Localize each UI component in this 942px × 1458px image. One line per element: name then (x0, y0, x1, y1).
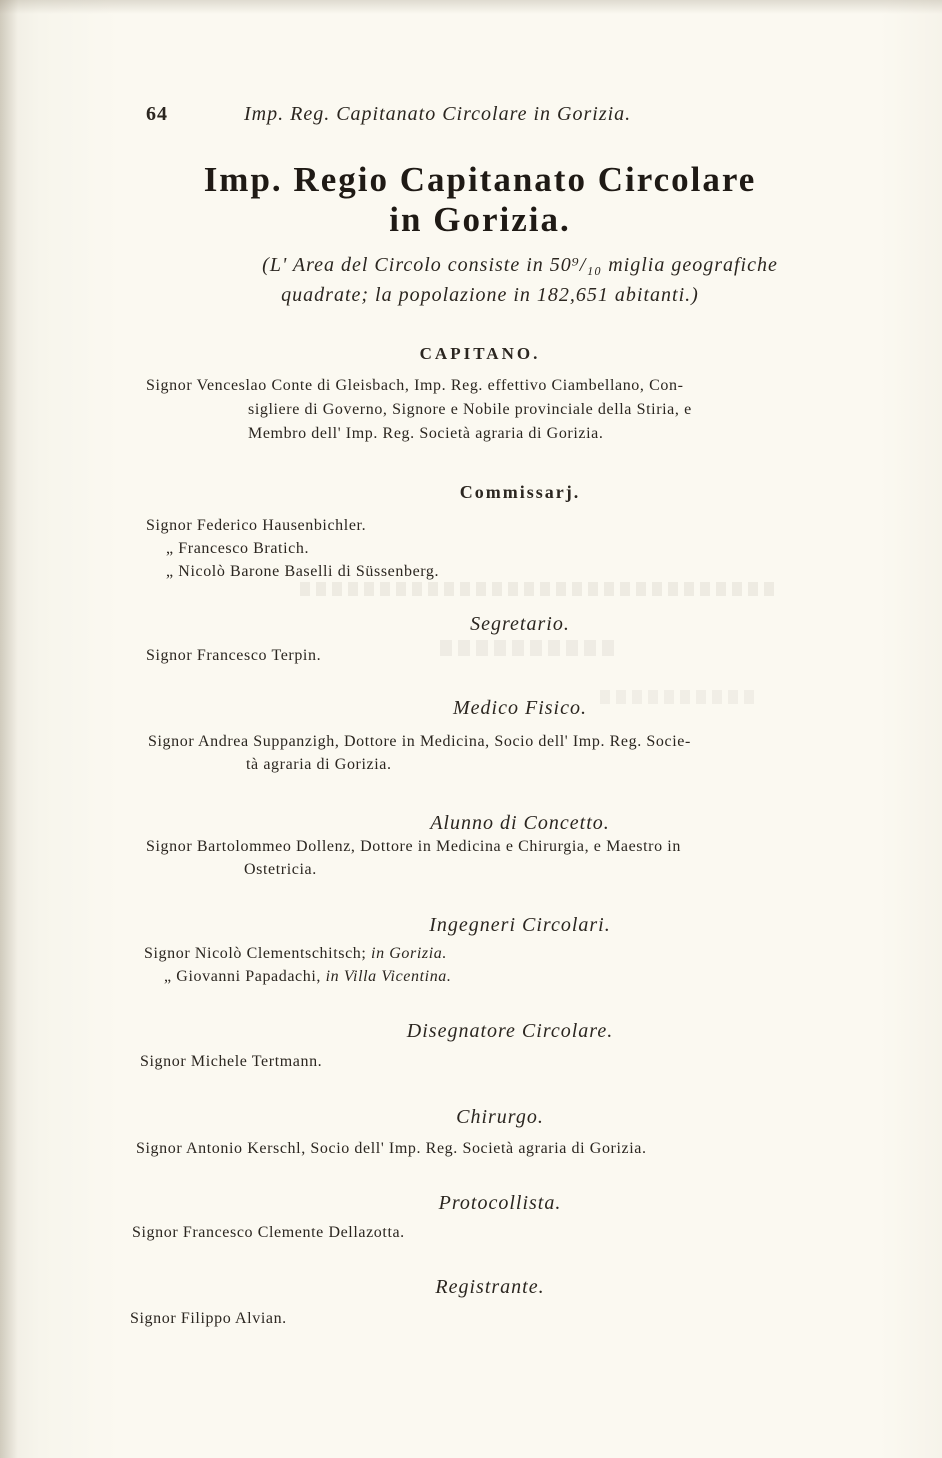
page-title-line2: in Gorizia. (389, 200, 571, 239)
page-number: 64 (146, 103, 168, 125)
capitano-line2: sigliere di Governo, Signore e Nobile provinciale della Stiria, e (248, 401, 692, 418)
chirurgo-line1: Signor Antonio Kerschl, Socio dell' Imp. Reg. Società agraria di Gorizia. (136, 1140, 647, 1157)
bleed-through (440, 640, 620, 656)
section-heading-ingegneri: Ingegneri Circolari. (429, 914, 611, 936)
area-note-line2: quadrate; la popolazione in 182,651 abitanti.) (281, 284, 699, 306)
ingegneri-name2: „ Giovanni Papadachi, (164, 968, 321, 985)
running-header (146, 103, 631, 126)
section-heading-medico: Medico Fisico. (453, 697, 587, 719)
ingegneri-place2: in Villa Vicentina. (325, 968, 452, 985)
section-heading-alunno: Alunno di Concetto. (430, 812, 610, 834)
ingegneri-line2 (164, 968, 452, 986)
running-title: Imp. Reg. Capitanato Circolare in Gorizia. (244, 103, 632, 125)
area-note-line1: (L' Area del Circolo consiste in 50⁹/₁₀ miglia geografiche (262, 254, 778, 276)
alunno-line2: Ostetricia. (244, 861, 317, 878)
capitano-line1: Signor Venceslao Conte di Gleisbach, Imp. Reg. effettivo Ciambellano, Con- (146, 377, 684, 394)
page-title-line1: Imp. Regio Capitanato Circolare (203, 160, 757, 199)
commissarj-line1: Signor Federico Hausenbichler. (146, 517, 367, 534)
section-heading-capitano: CAPITANO. (419, 344, 541, 363)
commissarj-line2: „ Francesco Bratich. (166, 540, 310, 557)
section-heading-commissarj: Commissarj. (459, 482, 581, 502)
medico-line1: Signor Andrea Suppanzigh, Dottore in Medicina, Socio dell' Imp. Reg. Socie- (148, 733, 691, 750)
registrante-line1: Signor Filippo Alvian. (130, 1310, 287, 1327)
section-heading-segretario: Segretario. (470, 613, 570, 635)
section-heading-registrante: Registrante. (435, 1276, 545, 1298)
capitano-line3: Membro dell' Imp. Reg. Società agraria di Gorizia. (248, 425, 604, 442)
ingegneri-line1 (144, 945, 447, 963)
section-heading-disegnatore: Disegnatore Circolare. (406, 1020, 614, 1042)
disegnatore-line1: Signor Michele Tertmann. (140, 1053, 323, 1070)
top-edge (0, 0, 942, 14)
binding-shadow (0, 0, 18, 1458)
commissarj-line3: „ Nicolò Barone Baselli di Süssenberg. (166, 563, 440, 580)
section-heading-protocollista: Protocollista. (438, 1192, 562, 1214)
alunno-line1: Signor Bartolommeo Dollenz, Dottore in Medicina e Chirurgia, e Maestro in (146, 838, 681, 855)
bleed-through (300, 582, 780, 596)
segretario-line1: Signor Francesco Terpin. (146, 647, 322, 664)
protocollista-line1: Signor Francesco Clemente Dellazotta. (132, 1224, 405, 1241)
section-heading-chirurgo: Chirurgo. (456, 1106, 544, 1128)
medico-line2: tà agraria di Gorizia. (246, 756, 392, 773)
ingegneri-place1: in Gorizia. (371, 945, 447, 962)
ingegneri-name1: Signor Nicolò Clementschitsch; (144, 945, 367, 962)
